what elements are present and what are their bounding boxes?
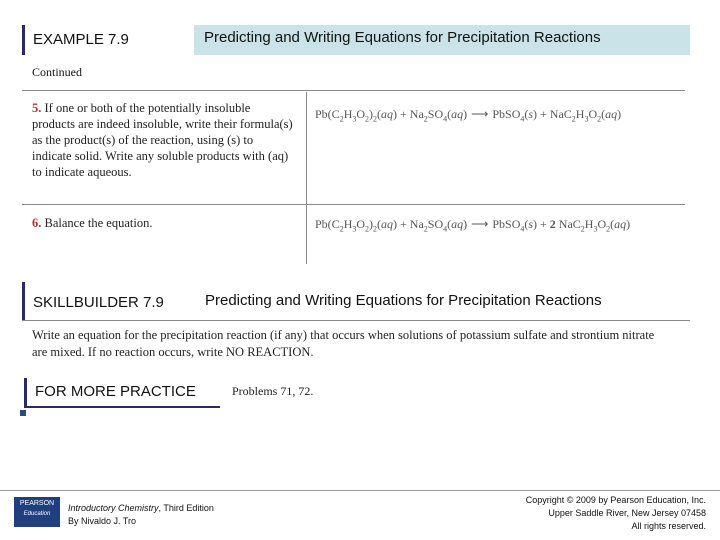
pearson-logo: [14, 497, 60, 527]
example-label: EXAMPLE 7.9: [22, 25, 194, 55]
logo-text-bottom: Education: [23, 511, 51, 517]
step-6: [32, 215, 294, 231]
book-title: Introductory Chemistry: [68, 503, 159, 513]
skillbuilder-label: SKILLBUILDER 7.9: [22, 282, 192, 320]
step-number: 6.: [32, 216, 42, 230]
copyright-line-3: All rights reserved.: [631, 521, 706, 531]
step-text: Balance the equation.: [44, 216, 153, 230]
divider: [22, 320, 690, 321]
step-number: 5.: [32, 101, 42, 115]
book-author: By Nivaldo J. Tro: [68, 516, 137, 526]
equation-step-5: $Pb(C_2H_3O_2)_2(aq) + Na_2SO_4(aq)$ ⟶ PbSO$_4$(s) + $NaC_2H_3O_2(aq)$: [315, 107, 622, 124]
logo-text-top: PEARSON: [19, 500, 55, 507]
more-practice-text: Problems 71, 72.: [232, 384, 314, 398]
bullet-marker: [20, 410, 26, 416]
skillbuilder-text: Write an equation for the precipitation reaction (if any) that occurs when solutions of potassium sulfate and strontium nitrate are mixed. If no reaction occurs, write NO REACTION.: [32, 328, 655, 359]
skillbuilder-title: Predicting and Writing Equations for Precipitation Reactions: [205, 292, 602, 309]
book-credit: [68, 502, 214, 528]
divider: [22, 90, 685, 91]
copyright-line-1: Copyright © 2009 by Pearson Education, Inc.: [525, 495, 706, 505]
copyright: [526, 494, 706, 533]
step-text: If one or both of the potentially insoluble products are indeed insoluble, write their formula(s) as the product(s) of the reaction, using (s) to indicate solid. Write any soluble products with (aq) to indicate aqueous.: [32, 101, 293, 179]
book-edition: , Third Edition: [158, 503, 214, 513]
equation-step-6: $Pb(C_2H_3O_2)_2(aq) + Na_2SO_4(aq)$ ⟶ PbSO$_4$(s) + 2 $NaC_2H_3O_2(aq)$: [315, 217, 631, 234]
divider: [22, 204, 685, 205]
divider: [306, 92, 307, 264]
more-practice-label: FOR MORE PRACTICE: [24, 378, 220, 408]
step-5: [32, 100, 294, 180]
continued-label: Continued: [32, 65, 82, 79]
copyright-line-2: Upper Saddle River, New Jersey 07458: [548, 508, 706, 518]
footer-divider: [0, 490, 720, 491]
example-title: Predicting and Writing Equations for Precipitation Reactions: [194, 25, 690, 55]
